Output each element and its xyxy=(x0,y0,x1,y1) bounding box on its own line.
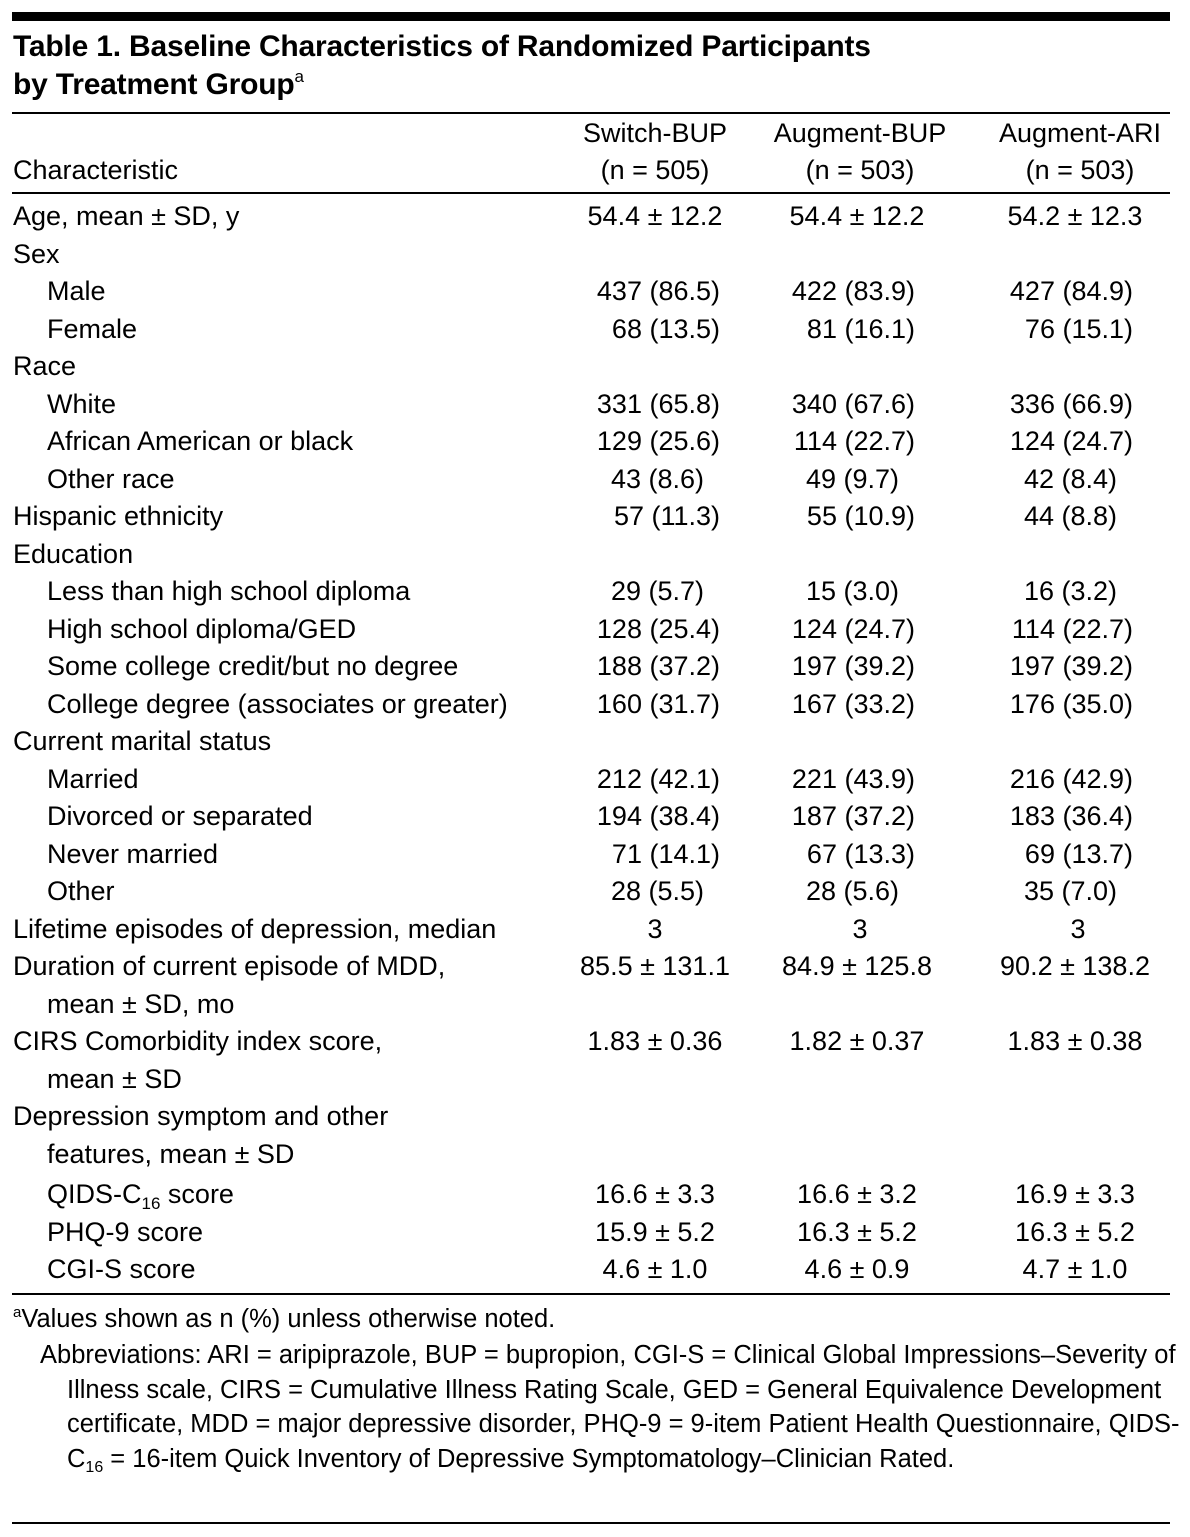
row-label: College degree (associates or greater) xyxy=(47,688,508,719)
value-switch-bup: 4.6 ± 1.0 xyxy=(602,1254,708,1284)
value-switch-bup: 212 (42.1) xyxy=(596,763,720,794)
value-augment-bup: 81 (16.1) xyxy=(806,313,915,344)
value-switch-bup: 28 (5.5) xyxy=(610,876,704,906)
value-augment-bup: 1.82 ± 0.37 xyxy=(789,1026,925,1056)
row-label: Current marital status xyxy=(13,726,272,756)
value-augment-ari: 16 (3.2) xyxy=(1023,576,1117,606)
row-label-subscript: 16 xyxy=(141,1194,161,1213)
table-row xyxy=(0,311,1190,349)
header-augment-ari xyxy=(985,115,1175,189)
row-label: Education xyxy=(13,538,134,569)
table-row xyxy=(0,1176,1190,1214)
value-switch-bup: 16.6 ± 3.3 xyxy=(595,1179,715,1209)
row-label: PHQ-9 score xyxy=(47,1216,204,1247)
title-line-2: by Treatment Group xyxy=(13,68,295,101)
value-augment-ari: 216 (42.9) xyxy=(1009,763,1133,794)
table-row xyxy=(0,1061,1190,1099)
header-switch-bup xyxy=(570,115,740,189)
value-augment-ari: 183 (36.4) xyxy=(1009,801,1133,831)
value-switch-bup: 68 (13.5) xyxy=(611,313,720,344)
header-characteristic: Characteristic xyxy=(13,155,179,185)
row-label: CGI-S score xyxy=(47,1254,196,1284)
value-switch-bup: 188 (37.2) xyxy=(596,651,720,681)
row-label: African American or black xyxy=(47,426,354,456)
value-augment-bup: 197 (39.2) xyxy=(791,651,915,681)
value-augment-bup: 114 (22.7) xyxy=(793,426,915,456)
value-switch-bup: 57 (11.3) xyxy=(613,501,720,531)
value-augment-bup: 124 (24.7) xyxy=(791,613,915,644)
value-switch-bup: 1.83 ± 0.36 xyxy=(587,1026,723,1056)
table-row xyxy=(0,798,1190,836)
value-switch-bup: 160 (31.7) xyxy=(596,688,720,719)
table-row xyxy=(0,761,1190,799)
table-row xyxy=(0,1214,1190,1252)
header-col-n: (n = 503) xyxy=(805,155,915,185)
table-row xyxy=(0,686,1190,724)
value-switch-bup: 437 (86.5) xyxy=(596,276,720,306)
row-label: Male xyxy=(47,276,106,306)
row-label: White xyxy=(47,388,117,419)
row-label: Hispanic ethnicity xyxy=(13,501,224,531)
row-label-continued: mean ± SD xyxy=(47,1063,182,1094)
row-label-text-after: score xyxy=(160,1179,234,1209)
table-row xyxy=(0,948,1190,986)
value-augment-bup: 84.9 ± 125.8 xyxy=(782,951,932,981)
footnote-mark: a xyxy=(13,1304,22,1321)
table-bottom-rule xyxy=(12,1293,1170,1295)
header-top-rule xyxy=(12,112,1170,114)
row-label xyxy=(47,1176,234,1214)
table-row xyxy=(0,648,1190,686)
value-switch-bup: 128 (25.4) xyxy=(596,613,720,644)
title-line-1: Table 1. Baseline Characteristics of Randomized Participants xyxy=(13,30,871,63)
row-label: Sex xyxy=(13,238,60,269)
value-augment-bup: 3 xyxy=(852,913,868,944)
row-label: CIRS Comorbidity index score, xyxy=(13,1026,383,1056)
table-row xyxy=(0,198,1190,236)
row-label: Other xyxy=(47,876,115,906)
header-col-name: Augment-ARI xyxy=(998,118,1162,148)
value-augment-bup: 187 (37.2) xyxy=(791,801,915,831)
value-augment-bup: 16.6 ± 3.2 xyxy=(797,1179,917,1209)
table-row xyxy=(0,236,1190,274)
row-label-continued: mean ± SD, mo xyxy=(47,988,235,1019)
value-augment-bup: 340 (67.6) xyxy=(791,388,915,419)
value-augment-ari: 16.9 ± 3.3 xyxy=(1015,1179,1135,1209)
value-switch-bup: 15.9 ± 5.2 xyxy=(595,1216,715,1247)
value-augment-ari: 124 (24.7) xyxy=(1009,426,1133,456)
row-label: Race xyxy=(13,351,77,381)
value-augment-ari: 42 (8.4) xyxy=(1023,463,1117,494)
value-augment-ari: 197 (39.2) xyxy=(1009,651,1133,681)
value-augment-bup: 221 (43.9) xyxy=(791,763,915,794)
value-augment-bup: 4.6 ± 0.9 xyxy=(804,1254,910,1284)
row-label: Lifetime episodes of depression, median xyxy=(13,913,497,944)
value-augment-ari: 336 (66.9) xyxy=(1009,388,1133,419)
value-switch-bup: 29 (5.7) xyxy=(610,576,704,606)
value-switch-bup: 54.4 ± 12.2 xyxy=(587,201,723,231)
table-row xyxy=(0,1023,1190,1061)
value-switch-bup: 194 (38.4) xyxy=(596,801,720,831)
table-row xyxy=(0,1251,1190,1289)
footnote-a xyxy=(13,1302,1173,1337)
footnote-abbreviations xyxy=(40,1338,1190,1476)
abbreviations-text: Abbreviations: ARI = aripiprazole, BUP = bupropion, CGI-S = Clinical Global Impressions–Severity of Illness scale, CIRS = Cumulative Illness Rating Scale, GED = General Equivalence Development certificate, MDD = major depressive disorder, PHQ-9 = 9-item Patient Health Questionnaire, QIDS-C xyxy=(40,1341,1180,1473)
value-augment-ari: 76 (15.1) xyxy=(1024,313,1133,344)
header-col-n: (n = 503) xyxy=(1025,155,1135,185)
table-row xyxy=(0,723,1190,761)
top-rule xyxy=(12,12,1170,21)
table-row xyxy=(0,911,1190,949)
table-row xyxy=(0,386,1190,424)
table-row xyxy=(0,1136,1190,1174)
value-switch-bup: 129 (25.6) xyxy=(596,426,720,456)
table-row xyxy=(0,611,1190,649)
value-augment-ari: 54.2 ± 12.3 xyxy=(1007,201,1143,231)
table-row xyxy=(0,573,1190,611)
row-label: Other race xyxy=(47,463,175,494)
value-switch-bup: 331 (65.8) xyxy=(596,388,720,419)
row-label: Married xyxy=(47,763,139,794)
table-row xyxy=(0,836,1190,874)
row-label: Female xyxy=(47,313,138,344)
value-augment-bup: 49 (9.7) xyxy=(805,463,899,494)
value-augment-bup: 67 (13.3) xyxy=(806,838,915,869)
value-augment-bup: 422 (83.9) xyxy=(791,276,915,306)
value-switch-bup: 3 xyxy=(647,913,663,944)
value-augment-ari: 44 (8.8) xyxy=(1023,501,1117,531)
row-label: High school diploma/GED xyxy=(47,613,357,644)
row-label: Less than high school diploma xyxy=(47,576,411,606)
value-switch-bup: 85.5 ± 131.1 xyxy=(580,951,730,981)
abbreviations-subscript: 16 xyxy=(85,1458,104,1476)
value-augment-bup: 54.4 ± 12.2 xyxy=(789,201,925,231)
value-augment-bup: 15 (3.0) xyxy=(805,576,899,606)
value-augment-ari: 1.83 ± 0.38 xyxy=(1007,1026,1143,1056)
row-label: Some college credit/but no degree xyxy=(47,651,459,681)
footer-bottom-rule xyxy=(12,1522,1170,1524)
header-augment-bup xyxy=(760,115,960,189)
value-augment-bup: 55 (10.9) xyxy=(806,501,915,531)
header-col-name: Augment-BUP xyxy=(773,118,947,148)
row-label-text: QIDS-C xyxy=(47,1179,142,1209)
value-augment-bup: 16.3 ± 5.2 xyxy=(797,1216,917,1247)
row-label: Never married xyxy=(47,838,219,869)
value-augment-ari: 427 (84.9) xyxy=(1009,276,1133,306)
table-row xyxy=(0,273,1190,311)
table-row xyxy=(0,461,1190,499)
value-augment-ari: 90.2 ± 138.2 xyxy=(1000,951,1150,981)
value-augment-ari: 3 xyxy=(1070,913,1086,944)
value-augment-ari: 16.3 ± 5.2 xyxy=(1015,1216,1135,1247)
table-title xyxy=(13,28,1163,104)
table-row xyxy=(0,536,1190,574)
footnote-a-text: Values shown as n (%) unless otherwise noted. xyxy=(21,1305,556,1333)
table-row xyxy=(0,348,1190,386)
table-row xyxy=(0,873,1190,911)
value-augment-ari: 176 (35.0) xyxy=(1009,688,1133,719)
value-augment-ari: 35 (7.0) xyxy=(1023,876,1117,906)
value-augment-bup: 167 (33.2) xyxy=(791,688,915,719)
row-label: Duration of current episode of MDD, xyxy=(13,951,446,981)
table-row xyxy=(0,423,1190,461)
row-label-continued: features, mean ± SD xyxy=(47,1138,295,1169)
value-augment-ari: 114 (22.7) xyxy=(1011,613,1133,644)
header-col-n: (n = 505) xyxy=(600,155,710,185)
header-bottom-rule xyxy=(12,192,1170,194)
table-row xyxy=(0,986,1190,1024)
value-switch-bup: 71 (14.1) xyxy=(611,838,720,869)
value-switch-bup: 43 (8.6) xyxy=(610,463,704,494)
value-augment-ari: 69 (13.7) xyxy=(1024,838,1133,869)
value-augment-ari: 4.7 ± 1.0 xyxy=(1022,1254,1128,1284)
table-row xyxy=(0,498,1190,536)
value-augment-bup: 28 (5.6) xyxy=(805,876,899,906)
table-row xyxy=(0,1098,1190,1136)
title-footnote-mark: a xyxy=(294,67,304,86)
abbreviations-text-after: = 16-item Quick Inventory of Depressive Symptomatology–Clinician Rated. xyxy=(103,1444,955,1473)
header-col-name: Switch-BUP xyxy=(582,118,728,148)
row-label: Depression symptom and other xyxy=(13,1101,389,1131)
row-label: Age, mean ± SD, y xyxy=(13,201,240,231)
row-label: Divorced or separated xyxy=(47,801,313,831)
